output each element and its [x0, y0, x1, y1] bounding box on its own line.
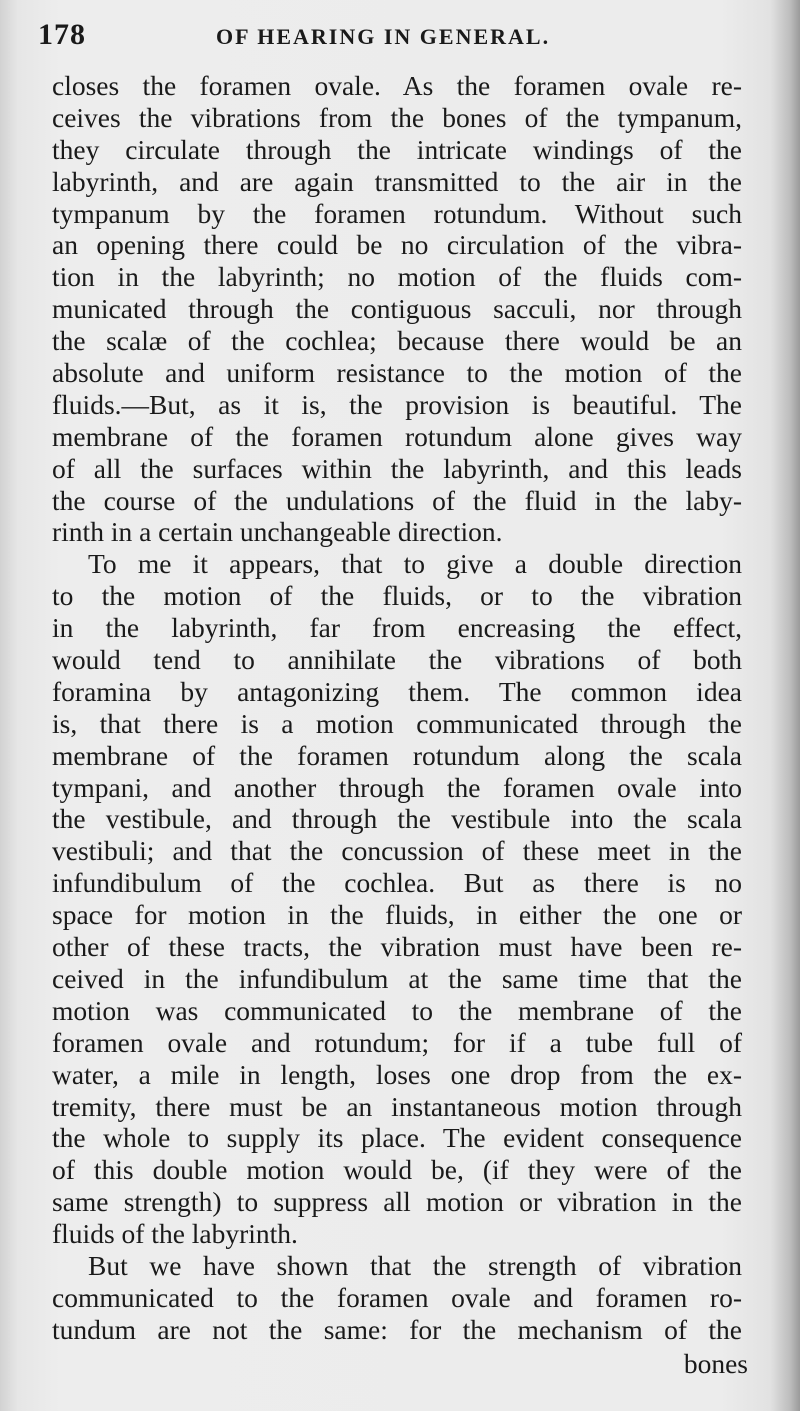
text-line: foramina by antagonizing them. The common idea — [52, 675, 742, 707]
body-text — [52, 70, 742, 1346]
text-line: fluids of the labyrinth. — [52, 1218, 298, 1250]
text-line: labyrinth, and are again transmitted to the air in the — [52, 165, 742, 197]
text-line: communicated to the foramen ovale and foramen ro- — [52, 1281, 742, 1313]
text-line: motion was communicated to the membrane of the — [52, 994, 742, 1026]
text-line: tundum are not the same: for the mechanism of the — [52, 1313, 742, 1345]
text-line: water, a mile in length, loses one drop from the ex- — [52, 1058, 742, 1090]
text-line: vestibuli; and that the concussion of these meet in the — [52, 835, 742, 867]
text-line: the whole to supply its place. The evident consequence — [52, 1122, 742, 1154]
text-line: rinth in a certain unchangeable direction. — [52, 516, 503, 548]
text-line: ceives the vibrations from the bones of the tympanum, — [52, 101, 742, 133]
text-line: is, that there is a motion communicated through the — [52, 707, 742, 739]
text-line: of all the surfaces within the labyrinth, and this leads — [52, 452, 742, 484]
text-line: the vestibule, and through the vestibule into the scala — [52, 803, 742, 835]
text-line: But we have shown that the strength of vibration — [88, 1249, 742, 1281]
page-header — [38, 18, 758, 52]
text-line: tympanum by the foramen rotundum. Without such — [52, 197, 742, 229]
text-line: in the labyrinth, far from encreasing the effect, — [52, 612, 742, 644]
text-line: the scalæ of the cochlea; because there would be an — [52, 325, 742, 357]
text-line: membrane of the foramen rotundum along the scala — [52, 739, 742, 771]
text-line: closes the foramen ovale. As the foramen ovale re- — [52, 70, 742, 101]
text-line: to the motion of the fluids, or to the vibration — [52, 580, 742, 612]
text-line: foramen ovale and rotundum; for if a tube full of — [52, 1026, 742, 1058]
text-line: same strength) to suppress all motion or vibration in the — [52, 1186, 742, 1218]
text-line: tremity, there must be an instantaneous motion through — [52, 1090, 742, 1122]
page-number: 178 — [38, 18, 86, 51]
text-line: ceived in the infundibulum at the same time that the — [52, 962, 742, 994]
running-head: OF HEARING IN GENERAL. — [216, 24, 551, 49]
text-line: the course of the undulations of the fluid in the laby- — [52, 484, 742, 516]
text-line: To me it appears, that to give a double direction — [88, 548, 742, 580]
text-line: an opening there could be no circulation of the vibra- — [52, 229, 742, 261]
text-line: would tend to annihilate the vibrations of both — [52, 644, 742, 676]
text-line: municated through the contiguous sacculi, nor through — [52, 293, 742, 325]
text-line: membrane of the foramen rotundum alone gives way — [52, 420, 742, 452]
text-line: they circulate through the intricate windings of the — [52, 133, 742, 165]
text-line: tion in the labyrinth; no motion of the fluids com- — [52, 261, 742, 293]
text-line: of this double motion would be, (if they were of the — [52, 1154, 742, 1186]
text-line: fluids.—But, as it is, the provision is beautiful. The — [52, 388, 742, 420]
text-line: absolute and uniform resistance to the motion of the — [52, 357, 742, 389]
text-line: infundibulum of the cochlea. But as there is no — [52, 867, 742, 899]
text-line: space for motion in the fluids, in either the one or — [52, 899, 742, 931]
catchword: bones — [683, 1348, 748, 1379]
text-line: tympani, and another through the foramen ovale into — [52, 771, 742, 803]
text-line: other of these tracts, the vibration must have been re- — [52, 931, 742, 963]
